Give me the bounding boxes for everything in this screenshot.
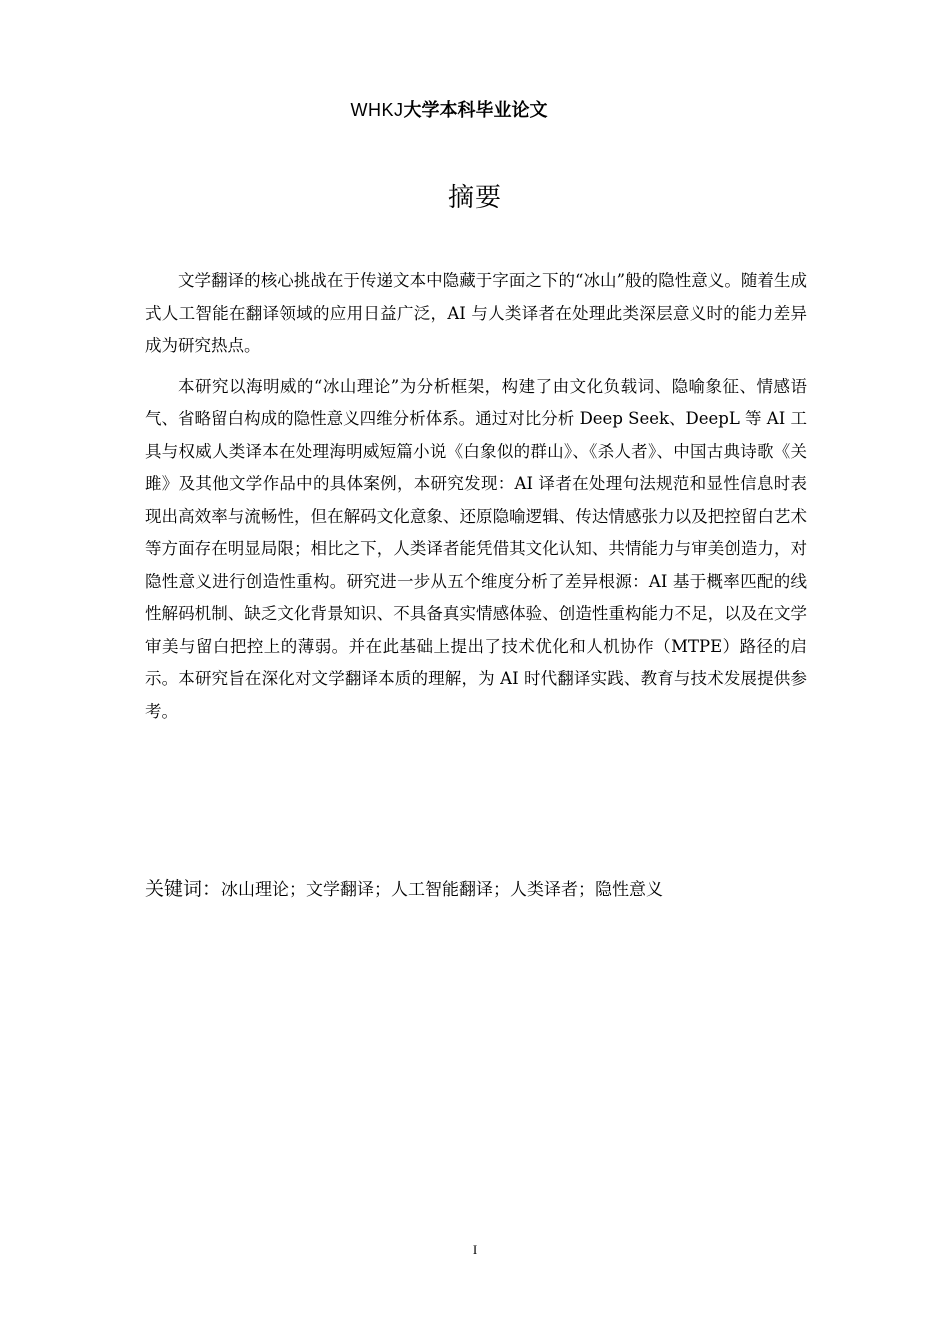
abstract-paragraph-1: 文学翻译的核心挑战在于传递文本中隐藏于字面之下的“冰山”般的隐性意义。随着生成式人工智能在翻译领域的应用日益广泛，AI 与人类译者在处理此类深层意义时的能力差异成为研究热点。: [145, 271, 807, 355]
page-number: I: [472, 1242, 478, 1257]
keywords-line: [145, 873, 807, 906]
abstract-paragraph-2: 本研究以海明威的“冰山理论”为分析框架，构建了由文化负载词、隐喻象征、情感语气、省略留白构成的隐性意义四维分析体系。通过对比分析 Deep Seek、DeepL 等 AI 工具与权威人类译本在处理海明威短篇小说《白象似的群山》、《杀人者》、中国古典诗歌《关雎》及其他文学作品中的具体案例，本研究发现：AI 译者在处理句法规范和显性信息时表现出高效率与流畅性，但在解码文化意象、还原隐喻逻辑、传达情感张力以及把控留白艺术等方面存在明显局限；相比之下，人类译者能凭借其文化认知、共情能力与审美创造力，对隐性意义进行创造性重构。研究进一步从五个维度分析了差异根源：AI 基于概率匹配的线性解码机制、缺乏文化背景知识、不具备真实情感体验、创造性重构能力不足，以及在文学审美与留白把控上的薄弱。并在此基础上提出了技术优化和人机协作（MTPE）路径的启示。本研究旨在深化对文学翻译本质的理解，为 AI 时代翻译实践、教育与技术发展提供参考。: [145, 376, 807, 721]
header-brand: WHKJ: [350, 100, 404, 120]
header-title: 大学本科毕业论文: [403, 100, 548, 121]
keywords-label: 关键词：: [145, 878, 222, 900]
abstract-body: [145, 265, 807, 736]
abstract-title: 摘要: [447, 183, 502, 213]
keywords-text: 冰山理论；文学翻译；人工智能翻译；人类译者；隐性意义: [221, 880, 664, 900]
running-header: [0, 97, 898, 124]
